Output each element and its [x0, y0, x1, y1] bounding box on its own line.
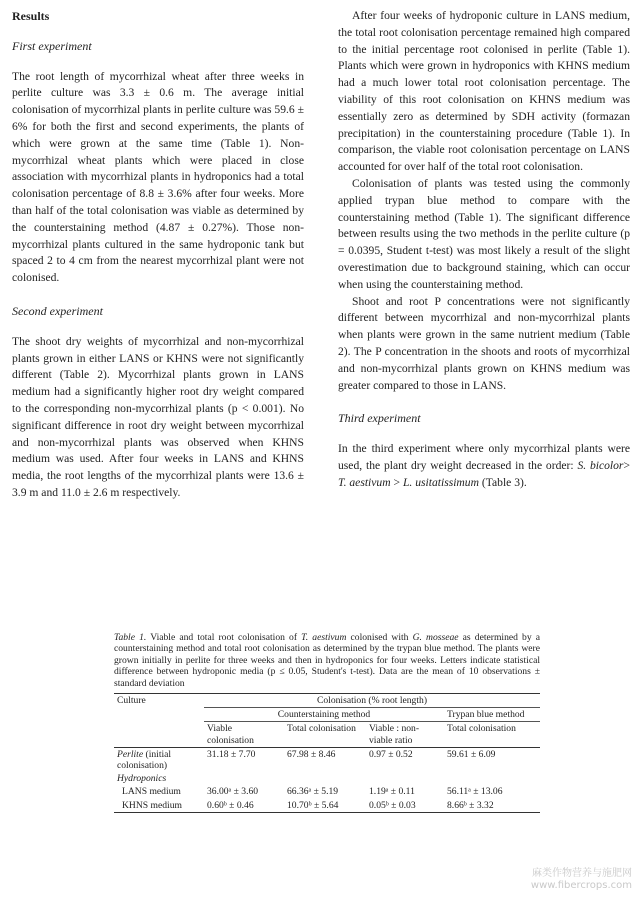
hydroponic-paragraph: After four weeks of hydroponic culture in LANS medium, the total root colonisation percentage remained high compared to the initial percentage root colonised in perlite (Table 1). Plants which were grown in hydroponics with KHNS medium had a much lower total root colonisation percentage. The viability of this root colonisation on KHNS medium was essentially zero as determined by SDH activity (formazan precipitation) in the counterstaining procedure (Table 1). In comparison, the viable root colonisation percentage on LANS accounted for over half of the total root colonisation. — [338, 9, 630, 174]
table-row: Perlite (initial colonisation) 31.18 ± 7.70 67.98 ± 8.46 0.97 ± 0.52 59.61 ± 6.09 — [117, 748, 496, 772]
sub-ratio-header: Viable : non-viable ratio — [369, 723, 420, 746]
second-experiment-paragraph: The shoot dry weights of mycorrhizal and non-mycorrhizal plants grown in either LANS or KHNS were not significantly different (Table 2). Mycorrhizal plants grown in LANS medium had a significantly higher root dry weight compared to the corresponding non-mycorrhizal plants (p < 0.001). No significant difference in root dry weight between mycorrhizal and non-mycorrhizal plants was observed when KHNS medium was used. After four weeks in LANS and KHNS media, the root lengths of the mycorrhizal plants were 13.6 ± 3.9 m and 11.0 ± 2.6 m respectively. — [12, 334, 304, 499]
third-experiment-heading: Third experiment — [338, 411, 421, 426]
species-flax: L. usitatissimum — [402, 475, 479, 489]
left-column — [12, 8, 304, 502]
sub-viable-header: Viable colonisation — [207, 723, 254, 746]
watermark: 麻类作物营养与施肥网 www.fibercrops.com — [530, 868, 632, 891]
right-column — [338, 8, 630, 492]
table-1 — [114, 632, 540, 813]
third-experiment-paragraph: In the third experiment where only mycorrhizal plants were used, the plant dry weight decreased in the order: S. bicolor> T. aestivum > L. usitatissimum (Table 3). — [338, 442, 630, 489]
trypan-paragraph: Colonisation of plants was tested using the commonly applied trypan blue method to compare with the counterstaining method (Table 1). The significant difference between results using the two methods in the perlite culture (p = 0.0395, Student t-test) was most likely a result of the slight overestimation due to background staining, which can occur when using the counterstaining method. — [338, 176, 630, 291]
results-heading: Results — [12, 9, 50, 23]
col-trypan-header: Trypan blue method — [444, 708, 540, 722]
first-experiment-heading: First experiment — [12, 38, 92, 53]
species-sorghum: S. bicolor — [577, 458, 624, 472]
species-wheat: T. aestivum — [338, 475, 391, 489]
table-row: KHNS medium 0.60ᵇ ± 0.46 10.70ᵇ ± 5.64 0.05ᵇ ± 0.03 8.66ᵇ ± 3.32 — [114, 799, 540, 813]
col-culture-header: Culture — [117, 695, 146, 707]
second-experiment-heading: Second experiment — [12, 303, 103, 318]
col-colonisation-header: Colonisation (% root length) — [204, 694, 540, 708]
table-row: Hydroponics — [117, 773, 167, 785]
phosphorus-paragraph: Shoot and root P concentrations were not significantly different between mycorrhizal and non-mycorrhizal plants when plants were grown in the same nutrient medium (Table 2). The P concentration in the shoots and roots of mycorrhizal and non-mycorrhizal plants grown on KHNS medium was greater compared to those in LANS. — [338, 294, 630, 392]
sub-total-header: Total colonisation — [287, 723, 356, 735]
colonisation-table — [114, 693, 540, 813]
sub-total2-header: Total colonisation — [447, 723, 516, 735]
first-experiment-paragraph: The root length of mycorrhizal wheat after three weeks in perlite culture was 3.3 ± 0.6 m. The average initial colonisation of mycorrhizal plants in perlite culture was 59.6 ± 6% for both the first and second experiments, the plants of which were grown at the same time (Table 1). Non-mycorrhizal wheat plants which were placed in close association with mycorrhizal plants in hydroponics had a total colonisation percentage of 8.8 ± 3.6% after four weeks. More than half of the total colonisation was viable as determined by the counterstaining method (4.87 ± 0.27%). Those non-mycorrhizal plants cultured in the same hydroponic tank but spaced 2 to 4 cm from the nearest mycorrhizal plant were not colonised. — [12, 69, 304, 285]
col-counterstaining-header: Counterstaining method — [204, 708, 444, 722]
table-row: LANS medium 36.00ᵃ ± 3.60 66.36ᵃ ± 5.19 1.19ᵃ ± 0.11 56.11ᵃ ± 13.06 — [122, 786, 503, 798]
table-caption: Table 1. Viable and total root colonisation of T. aestivum colonised with G. mosseae as determined by a counterstaining method and total root colonisation as determined by the trypan blue method. The plants were grown initially in perlite for three weeks and then in hydroponics for four weeks. Letters indicate statistical difference between hydroponic media (p ≤ 0.05, Student's t-test). Data are the mean of 10 observations ± standard deviation — [114, 632, 541, 689]
